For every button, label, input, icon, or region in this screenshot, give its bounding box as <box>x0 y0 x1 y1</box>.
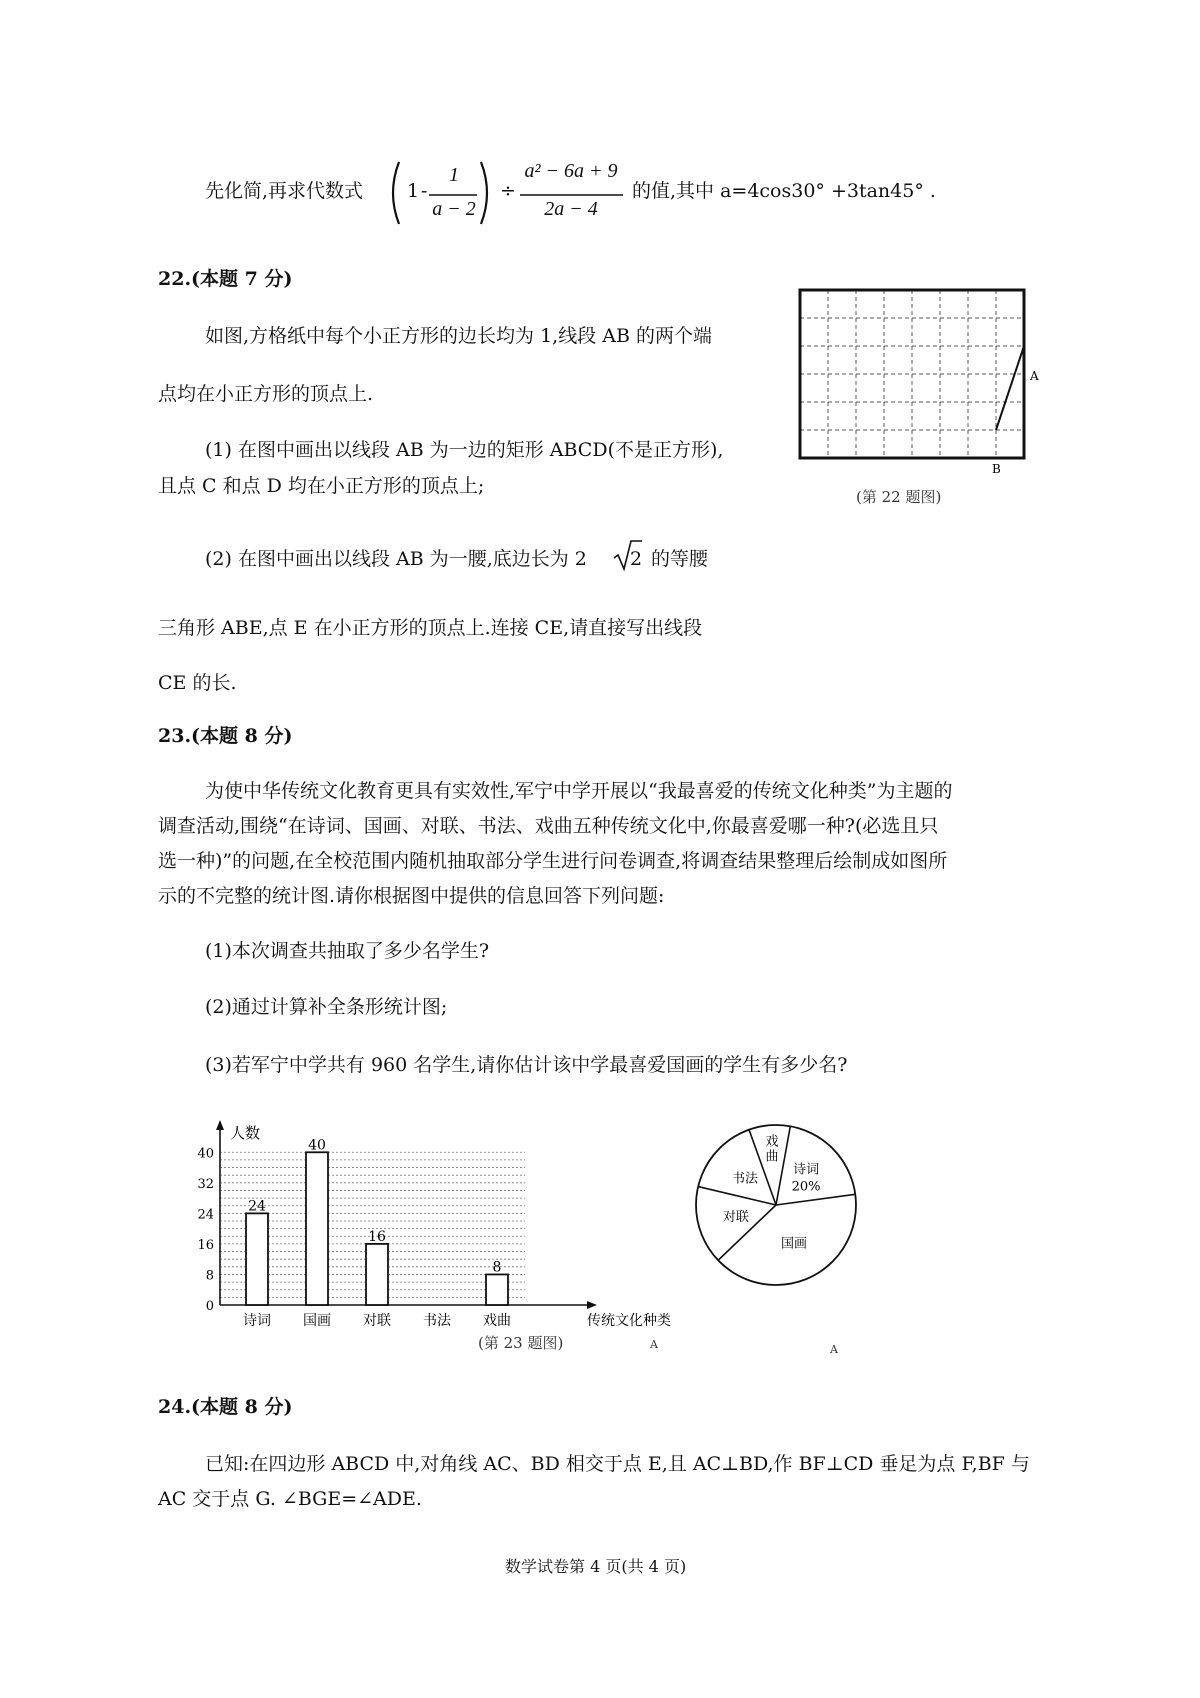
pie-slice-label: 国画 <box>781 1236 808 1252</box>
pie-slice-label: 书法 <box>731 1171 759 1187</box>
bar-data-label: 24 <box>248 1198 266 1215</box>
q21-one: 1 <box>407 180 420 202</box>
q22-line5a: (2) 在图中画出以线段 AB 为一腰,底边长为 2 <box>205 548 587 570</box>
q21-intro: 先化简,再求代数式 <box>205 180 364 202</box>
q22-header: 22.(本题 7 分) <box>158 268 293 290</box>
q21-frac2-den: 2a − 4 <box>544 198 598 220</box>
q22-grid-figure <box>798 288 1043 508</box>
q22-line4: 且点 C 和点 D 均在小正方形的顶点上; <box>158 475 485 497</box>
q24-line1: 已知:在四边形 ABCD 中,对角线 AC、BD 相交于点 E,且 AC⊥BD,作 BF⊥CD 垂足为点 F,BF 与 <box>205 1453 1030 1475</box>
bar <box>306 1152 328 1305</box>
x-tick-label: 书法 <box>423 1313 451 1329</box>
x-tick-label: 诗词 <box>243 1313 271 1329</box>
x-axis-arrow-icon <box>587 1301 597 1309</box>
pie-slice-label: 曲 <box>765 1149 779 1165</box>
q22-line6: 三角形 ABE,点 E 在小正方形的顶点上.连接 CE,请直接写出线段 <box>158 617 703 639</box>
q23-fig-caption: (第 23 题图) <box>478 1334 564 1352</box>
y-tick-label: 8 <box>205 1268 214 1284</box>
segment-ab <box>996 346 1024 430</box>
q23-line4: 示的不完整的统计图.请你根据图中提供的信息回答下列问题: <box>158 885 665 907</box>
q22-fig-caption: (第 22 题图) <box>856 488 942 506</box>
page-footer: 数学试卷第 4 页(共 4 页) <box>505 1557 687 1576</box>
x-tick-label: 对联 <box>363 1313 391 1329</box>
y-axis-arrow-icon <box>216 1120 224 1130</box>
q22-line5sqrt: 2 <box>630 548 643 570</box>
q23-header: 23.(本题 8 分) <box>158 725 293 747</box>
pie-slice-label: 诗词 <box>793 1162 820 1178</box>
pie-slice-label: 戏 <box>765 1134 779 1150</box>
y-axis-label: 人数 <box>230 1124 261 1142</box>
q22-line3: (1) 在图中画出以线段 AB 为一边的矩形 ABCD(不是正方形), <box>205 439 724 461</box>
pie-chart <box>688 1115 868 1295</box>
q23-q1: (1)本次调查共抽取了多少名学生? <box>205 940 490 962</box>
q24-header: 24.(本题 8 分) <box>158 1396 293 1418</box>
q21-divide: ÷ <box>500 180 516 202</box>
q23-line2: 调查活动,围绕“在诗词、国画、对联、书法、戏曲五种传统文化中,你最喜爱哪一种?(必选且只 <box>158 815 939 837</box>
y-tick-label: 0 <box>205 1299 214 1314</box>
bar-data-label: 8 <box>492 1259 502 1276</box>
q23-line3: 选一种)”的问题,在全校范围内随机抽取部分学生进行问卷调查,将调查结果整理后绘制成如图所 <box>158 850 948 872</box>
x-tick-label: 国画 <box>303 1313 331 1329</box>
q23-mark2: A <box>830 1343 838 1356</box>
label-b: B <box>992 462 1001 476</box>
q21-minus: - <box>421 180 428 202</box>
q21-frac2-num: a² − 6a + 9 <box>524 160 618 182</box>
q22-line5b: 的等腰 <box>651 548 709 570</box>
pie-slice-value: 20% <box>791 1179 821 1195</box>
label-a: A <box>1030 369 1039 383</box>
y-tick-label: 32 <box>197 1176 214 1192</box>
y-tick-label: 24 <box>197 1207 214 1223</box>
q21-tail: 的值,其中 a=4cos30° +3tan45° . <box>632 180 936 202</box>
bar <box>366 1244 388 1305</box>
x-axis-label: 传统文化种类 <box>587 1313 671 1329</box>
q22-line2: 点均在小正方形的顶点上. <box>158 383 374 405</box>
x-tick-label: 戏曲 <box>483 1313 511 1329</box>
bar <box>246 1213 268 1305</box>
q23-q2: (2)通过计算补全条形统计图; <box>205 996 448 1018</box>
q24-line2: AC 交于点 G. ∠BGE=∠ADE. <box>158 1488 422 1510</box>
bar <box>486 1274 508 1305</box>
q23-line1: 为使中华传统文化教育更具有实效性,军宁中学开展以“我最喜爱的传统文化种类”为主题的 <box>205 780 953 802</box>
y-tick-label: 40 <box>197 1146 214 1162</box>
bar-data-label: 16 <box>368 1228 386 1245</box>
y-tick-label: 16 <box>197 1237 214 1253</box>
q21-frac1-num: 1 <box>449 164 459 186</box>
q23-mark1: A <box>650 1338 658 1351</box>
q21-frac1-den: a − 2 <box>432 198 476 220</box>
bar-chart <box>195 1100 685 1330</box>
pie-slice-label: 对联 <box>722 1209 749 1225</box>
q22-line7: CE 的长. <box>158 672 237 694</box>
bar-data-label: 40 <box>308 1137 326 1154</box>
q22-line1: 如图,方格纸中每个小正方形的边长均为 1,线段 AB 的两个端 <box>205 325 712 347</box>
q23-q3: (3)若军宁中学共有 960 名学生,请你估计该中学最喜爱国画的学生有多少名? <box>205 1054 848 1076</box>
